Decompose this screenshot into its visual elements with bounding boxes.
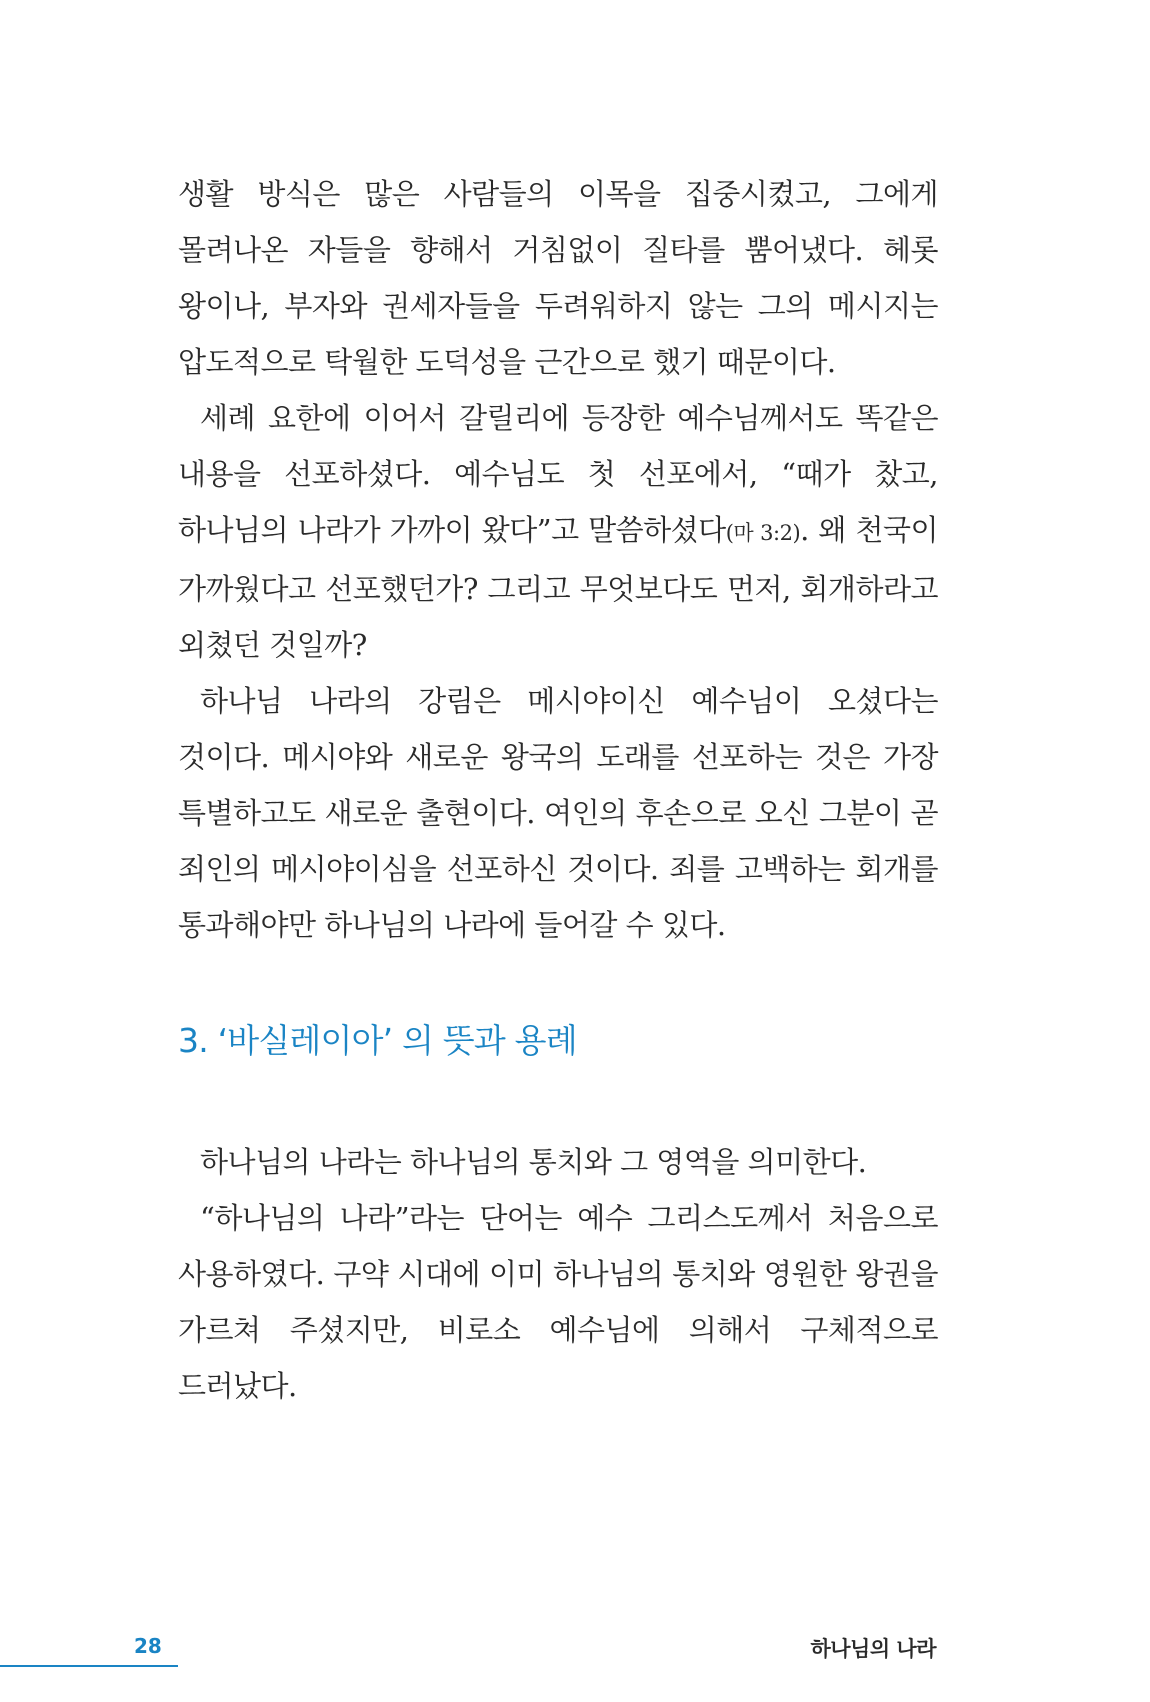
running-footer-title: 하나님의 나라	[810, 1637, 936, 1661]
paragraph: 하나님의 나라는 하나님의 통치와 그 영역을 의미한다.	[200, 1145, 867, 1179]
scripture-reference: (마 3:2)	[725, 521, 801, 545]
body-text-block	[178, 1134, 938, 1414]
paragraph: “하나님의 나라”라는 단어는 예수 그리스도께서 처음으로 사용하였다. 구약 시대에 이미 하나님의 통치와 영원한 왕권을 가르쳐 주셨지만, 비로소 예수님에 의해서 구체적으로 드러났다.	[178, 1201, 938, 1403]
paragraph: 하나님 나라의 강림은 메시야이신 예수님이 오셨다는 것이다. 메시야와 새로운 왕국의 도래를 선포하는 것은 가장 특별하고도 새로운 출현이다. 여인의 후손으로 오신 그분이 곧 죄인의 메시야이심을 선포하신 것이다. 죄를 고백하는 회개를 통과해야만 하나님의 나라에 들어갈 수 있다.	[178, 684, 938, 942]
paragraph-text: . 왜 천국이 가까웠다고 선포했던가? 그리고 무엇보다도 먼저, 회개하라고 외쳤던 것일까?	[178, 513, 939, 662]
page-number: 28	[134, 1634, 162, 1658]
paragraph: 생활 방식은 많은 사람들의 이목을 집중시켰고, 그에게 몰려나온 자들을 향해서 거침없이 질타를 뿜어냈다. 헤롯 왕이나, 부자와 권세자들을 두려워하지 않는 그의 메시지는 압도적으로 탁월한 도덕성을 근간으로 했기 때문이다.	[178, 177, 938, 379]
body-text-block	[178, 166, 938, 953]
section-heading: 3. ‘바실레이아’ 의 뜻과 용례	[178, 1021, 577, 1060]
paragraph	[178, 390, 938, 673]
footer-rule	[0, 1665, 178, 1667]
paragraph-text: 세례 요한에 이어서 갈릴리에 등장한 예수님께서도 똑같은 내용을 선포하셨다. 예수님도 첫 선포에서, “때가 찼고, 하나님의 나라가 가까이 왔다”고 말씀하셨다	[178, 401, 938, 547]
